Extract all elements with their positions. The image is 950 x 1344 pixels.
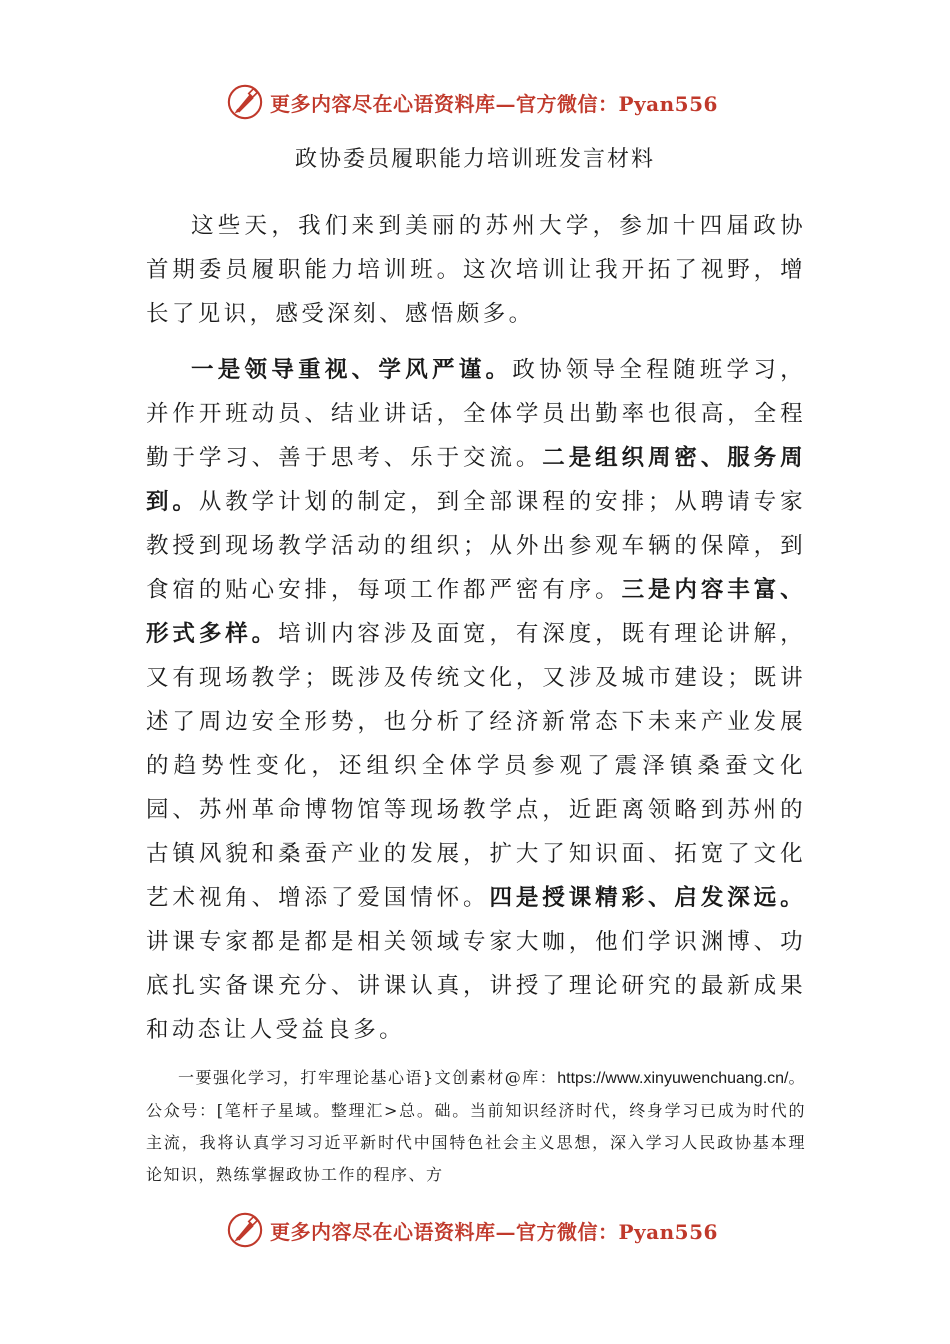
main-paragraph [146, 348, 806, 1052]
intro-paragraph: 这些天，我们来到美丽的苏州大学，参加十四届政协首期委员履职能力培训班。这次培训让我开拓了视野，增长了见识，感受深刻、感悟颇多。 [146, 213, 806, 327]
point-heading-2: 二是组织周密、服务周到。 [146, 445, 806, 515]
watermark-text: 更多内容尽在心语资料库—官方微信：Pyan556 [270, 91, 718, 116]
small-lead: 一要强化学习，打牢理论基心语}文创素材@库： [178, 1068, 558, 1087]
watermark-banner-bottom [226, 1208, 718, 1252]
document-title: 政协委员履职能力培训班发言材料 [294, 147, 655, 172]
watermark-banner-top [226, 80, 718, 124]
point-heading-4: 四是授课精彩、启发深远。 [489, 885, 806, 911]
small-rest: 。公众号：[笔杆子星域。整理汇>总。础。当前知识经济时代，终身学习已成为时代的主流，我将认真学习习近平新时代中国特色社会主义思想，深入学习人民政协基本理论知识，熟练掌握政协工作的程序、方 [146, 1068, 806, 1184]
small-print-paragraph [146, 1062, 806, 1191]
point-heading-1: 一是领导重视、学风严谨。 [191, 357, 513, 383]
pen-nib-logo-icon [226, 1211, 264, 1249]
point-text-1: 政协领导全程随班学习，并作开班动员、结业讲话，全体学员出勤率也很高，全程勤于学习、善于思考、乐于交流。 [146, 357, 806, 471]
document-body [146, 204, 806, 1052]
point-text-2: 从教学计划的制定，到全部课程的安排；从聘请专家教授到现场教学活动的组织；从外出参观车辆的保障，到食宿的贴心安排，每项工作都严密有序。 [146, 489, 806, 603]
pen-nib-logo-icon [226, 83, 264, 121]
watermark-text: 更多内容尽在心语资料库—官方微信：Pyan556 [270, 1219, 718, 1244]
point-heading-3: 三是内容丰富、形式多样。 [146, 577, 806, 647]
website-link[interactable]: https://www.xinyuwenchuang.cn/ [557, 1070, 789, 1087]
point-text-4: 讲课专家都是都是相关领域专家大咖，他们学识渊博、功底扎实备课充分、讲课认真，讲授了理论研究的最新成果和动态让人受益良多。 [146, 929, 806, 1043]
point-text-3: 培训内容涉及面宽，有深度，既有理论讲解，又有现场教学；既涉及传统文化，又涉及城市建设；既讲述了周边安全形势，也分析了经济新常态下未来产业发展的趋势性变化，还组织全体学员参观了震泽镇桑蚕文化园、苏州革命博物馆等现场教学点，近距离领略到苏州的古镇风貌和桑蚕产业的发展，扩大了知识面、拓宽了文化艺术视角、增添了爱国情怀。 [146, 621, 806, 911]
